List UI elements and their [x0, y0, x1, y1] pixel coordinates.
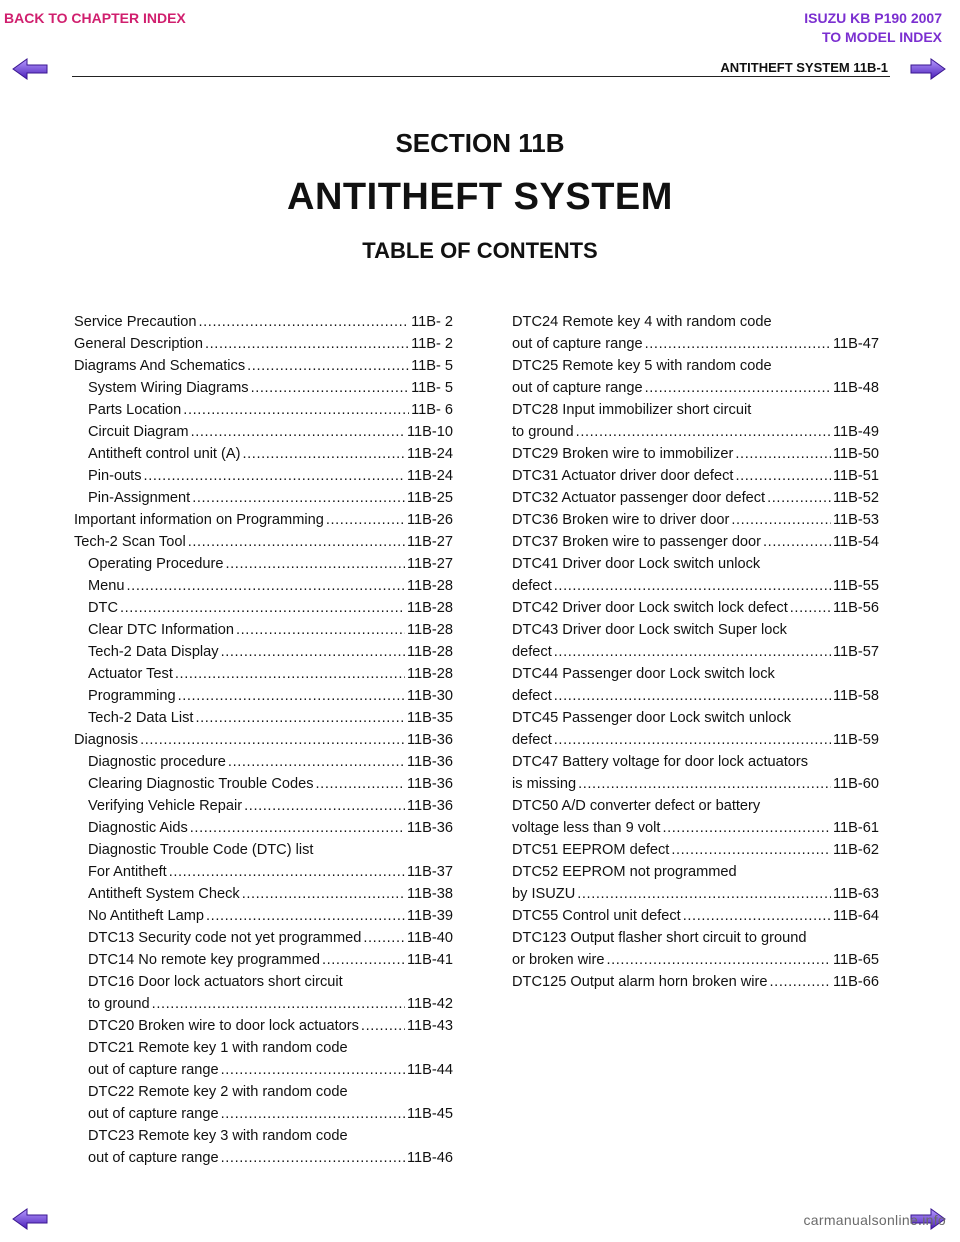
toc-entry-label: Antitheft System Check [88, 886, 240, 902]
arrow-left-icon[interactable] [12, 1208, 48, 1230]
toc-leader-dots [169, 861, 405, 883]
toc-entry-label: Circuit Diagram [88, 424, 189, 440]
toc-entry[interactable] [74, 795, 453, 817]
toc-entry[interactable] [74, 927, 453, 949]
toc-entry-label: or broken wire [512, 952, 605, 968]
toc-entry[interactable] [74, 971, 453, 993]
toc-entry-label: DTC16 Door lock actuators short circuit [88, 974, 343, 990]
toc-entry-label: DTC28 Input immobilizer short circuit [512, 402, 752, 418]
toc-entry[interactable] [512, 377, 879, 399]
toc-leader-dots [790, 597, 831, 619]
toc-leader-dots [251, 377, 410, 399]
toc-entry[interactable] [512, 685, 879, 707]
toc-entry[interactable] [512, 927, 879, 949]
toc-entry-page: 11B-36 [407, 798, 453, 814]
toc-entry[interactable] [74, 773, 453, 795]
toc-entry[interactable] [512, 531, 879, 553]
toc-entry-page: 11B-47 [833, 336, 879, 352]
toc-entry-label: DTC32 Actuator passenger door defect [512, 490, 766, 506]
toc-entry-label: Operating Procedure [88, 556, 224, 572]
toc-leader-dots [192, 487, 405, 509]
toc-entry[interactable] [74, 553, 453, 575]
toc-entry-page: 11B-28 [407, 622, 453, 638]
toc-entry[interactable] [74, 333, 453, 355]
system-title: ANTITHEFT SYSTEM [287, 176, 673, 218]
toc-entry-label: Service Precaution [74, 314, 197, 330]
toc-entry-label: is missing [512, 776, 577, 792]
toc-entry-label: Diagnostic Trouble Code (DTC) list [88, 842, 314, 858]
toc-entry-page: 11B-43 [407, 1018, 453, 1034]
toc-entry-label: System Wiring Diagrams [88, 380, 249, 396]
toc-leader-dots [606, 949, 831, 971]
toc-entry[interactable] [74, 707, 453, 729]
toc-entry-label: voltage less than 9 volt [512, 820, 661, 836]
toc-leader-dots [188, 531, 405, 553]
toc-entry[interactable] [74, 663, 453, 685]
toc-right-column [512, 311, 879, 993]
toc-entry-page: 11B- 2 [411, 314, 453, 330]
toc-entry-page: 11B-58 [833, 688, 879, 704]
toc-entry[interactable] [512, 817, 879, 839]
toc-entry[interactable] [74, 905, 453, 927]
toc-entry[interactable] [74, 861, 453, 883]
toc-entry-page: 11B-28 [407, 644, 453, 660]
toc-entry[interactable] [74, 883, 453, 905]
model-title: ISUZU KB P190 2007 [804, 10, 942, 26]
toc-leader-dots [191, 421, 405, 443]
toc-entry[interactable] [74, 509, 453, 531]
toc-entry[interactable] [74, 1015, 453, 1037]
toc-entry-label: DTC13 Security code not yet programmed [88, 930, 362, 946]
toc-entry[interactable] [74, 1081, 453, 1103]
toc-entry[interactable] [512, 487, 879, 509]
toc-entry[interactable] [512, 443, 879, 465]
toc-entry[interactable] [512, 795, 879, 817]
toc-leader-dots [195, 707, 405, 729]
toc-leader-dots [175, 663, 405, 685]
toc-entry-label: Parts Location [88, 402, 182, 418]
toc-entry[interactable] [74, 1125, 453, 1147]
toc-entry-label: DTC36 Broken wire to driver door [512, 512, 730, 528]
toc-entry-label: Clearing Diagnostic Trouble Codes [88, 776, 314, 792]
toc-entry-label: by ISUZU [512, 886, 576, 902]
toc-leader-dots [326, 509, 405, 531]
toc-leader-dots [645, 333, 831, 355]
toc-entry-page: 11B-36 [407, 754, 453, 770]
toc-entry[interactable] [512, 729, 879, 751]
toc-leader-dots [770, 971, 832, 993]
toc-entry-label: DTC55 Control unit defect [512, 908, 681, 924]
toc-entry-label: out of capture range [512, 380, 643, 396]
toc-entry-label: out of capture range [88, 1150, 219, 1166]
toc-entry[interactable] [512, 355, 879, 377]
running-head: ANTITHEFT SYSTEM 11B-1 [720, 60, 888, 75]
toc-entry-page: 11B-48 [833, 380, 879, 396]
toc-left-column [74, 311, 453, 1169]
toc-entry-page: 11B-36 [407, 820, 453, 836]
toc-entry-label: Tech-2 Scan Tool [74, 534, 186, 550]
toc-entry-label: General Description [74, 336, 203, 352]
toc-entry[interactable] [512, 839, 879, 861]
toc-entry-label: DTC41 Driver door Lock switch unlock [512, 556, 761, 572]
toc-leader-dots [576, 421, 831, 443]
toc-leader-dots [244, 795, 405, 817]
toc-entry[interactable] [512, 311, 879, 333]
toc-entry[interactable] [512, 751, 879, 773]
toc-entry-label: Clear DTC Information [88, 622, 234, 638]
toc-entry-label: DTC29 Broken wire to immobilizer [512, 446, 734, 462]
toc-entry-label: DTC22 Remote key 2 with random code [88, 1084, 348, 1100]
toc-entry[interactable] [74, 817, 453, 839]
toc-entry-label: For Antitheft [88, 864, 167, 880]
toc-entry-label: DTC51 EEPROM defect [512, 842, 670, 858]
toc-entry-label: Diagnostic Aids [88, 820, 188, 836]
toc-leader-dots [199, 311, 410, 333]
toc-leader-dots [140, 729, 405, 751]
to-model-index-link[interactable]: TO MODEL INDEX [821, 29, 942, 45]
toc-entry-page: 11B-36 [407, 732, 453, 748]
toc-entry-page: 11B-40 [407, 930, 453, 946]
toc-entry-label: Pin-outs [88, 468, 142, 484]
toc-entry[interactable] [512, 333, 879, 355]
toc-entry[interactable] [74, 1147, 453, 1169]
toc-entry[interactable] [512, 553, 879, 575]
toc-entry-label: DTC52 EEPROM not programmed [512, 864, 737, 880]
toc-entry-label: Tech-2 Data List [88, 710, 194, 726]
toc-entry[interactable] [74, 1037, 453, 1059]
toc-leader-dots [225, 553, 405, 575]
toc-entry-label: Important information on Programming [74, 512, 324, 528]
toc-entry-page: 11B-28 [407, 600, 453, 616]
arrow-left-icon[interactable] [12, 58, 48, 80]
toc-entry-page: 11B-27 [407, 534, 453, 550]
toc-entry-label: Actuator Test [88, 666, 173, 682]
toc-entry[interactable] [512, 905, 879, 927]
toc-entry-page: 11B-38 [407, 886, 453, 902]
section-title: SECTION 11B [395, 128, 565, 158]
toc-entry-label: to ground [512, 424, 574, 440]
toc-leader-dots [205, 333, 409, 355]
toc-entry[interactable] [74, 729, 453, 751]
toc-leader-dots [767, 487, 831, 509]
toc-entry-label: to ground [88, 996, 150, 1012]
toc-entry[interactable] [512, 949, 879, 971]
header-rule [72, 76, 890, 77]
toc-leader-dots [683, 905, 831, 927]
toc-entry-page: 11B-64 [833, 908, 879, 924]
toc-leader-dots [243, 443, 406, 465]
toc-entry-label: DTC50 A/D converter defect or battery [512, 798, 761, 814]
toc-entry-label: Verifying Vehicle Repair [88, 798, 243, 814]
toc-leader-dots [152, 993, 405, 1015]
toc-entry[interactable] [74, 465, 453, 487]
toc-entry-label: Antitheft control unit (A) [88, 446, 241, 462]
toc-entry[interactable] [512, 421, 879, 443]
toc-entry-page: 11B-52 [833, 490, 879, 506]
toc-entry[interactable] [74, 575, 453, 597]
toc-entry-label: DTC31 Actuator driver door defect [512, 468, 734, 484]
toc-entry[interactable] [512, 707, 879, 729]
toc-entry[interactable] [74, 597, 453, 619]
toc-entry-label: DTC21 Remote key 1 with random code [88, 1040, 348, 1056]
toc-entry-page: 11B- 6 [411, 402, 453, 418]
toc-leader-dots [221, 1103, 405, 1125]
toc-entry[interactable] [74, 641, 453, 663]
toc-leader-dots [144, 465, 405, 487]
toc-entry[interactable] [74, 1103, 453, 1125]
toc-leader-dots [554, 641, 831, 663]
toc-entry[interactable] [74, 311, 453, 333]
toc-entry-label: out of capture range [512, 336, 643, 352]
toc-entry-label: Programming [88, 688, 176, 704]
toc-entry-page: 11B-46 [407, 1150, 453, 1166]
toc-entry[interactable] [74, 619, 453, 641]
toc-entry-label: DTC23 Remote key 3 with random code [88, 1128, 348, 1144]
toc-entry-page: 11B- 2 [411, 336, 453, 352]
toc-entry-label: Menu [88, 578, 125, 594]
toc-entry-page: 11B-61 [833, 820, 879, 836]
toc-entry-label: defect [512, 732, 552, 748]
toc-entry-label: out of capture range [88, 1062, 219, 1078]
toc-entry[interactable] [512, 971, 879, 993]
toc-entry[interactable] [74, 685, 453, 707]
toc-entry-label: DTC24 Remote key 4 with random code [512, 314, 772, 330]
toc-entry[interactable] [74, 377, 453, 399]
toc-entry-page: 11B-51 [833, 468, 879, 484]
toc-leader-dots [190, 817, 405, 839]
toc-entry-label: DTC14 No remote key programmed [88, 952, 320, 968]
toc-entry-page: 11B-35 [407, 710, 453, 726]
toc-entry-page: 11B-57 [833, 644, 879, 660]
toc-leader-dots [127, 575, 406, 597]
toc-entry[interactable] [74, 751, 453, 773]
toc-entry-label: DTC44 Passenger door Lock switch lock [512, 666, 775, 682]
toc-leader-dots [671, 839, 831, 861]
toc-entry-label: defect [512, 688, 552, 704]
toc-entry-label: DTC123 Output flasher short circuit to ground [512, 930, 807, 946]
watermark: carmanualsonline.info [803, 1212, 946, 1228]
toc-entry-page: 11B-55 [833, 578, 879, 594]
toc-leader-dots [645, 377, 831, 399]
toc-entry[interactable] [74, 421, 453, 443]
toc-entry-label: Tech-2 Data Display [88, 644, 219, 660]
toc-entry-page: 11B-25 [407, 490, 453, 506]
toc-leader-dots [662, 817, 831, 839]
toc-leader-dots [361, 1015, 405, 1037]
toc-leader-dots [577, 883, 831, 905]
toc-leader-dots [735, 465, 831, 487]
toc-entry-page: 11B-28 [407, 666, 453, 682]
toc-leader-dots [221, 641, 405, 663]
toc-entry-page: 11B-26 [407, 512, 453, 528]
toc-entry-page: 11B-36 [407, 776, 453, 792]
toc-entry-page: 11B-44 [407, 1062, 453, 1078]
toc-entry-label: DTC47 Battery voltage for door lock actuators [512, 754, 809, 770]
toc-entry[interactable] [512, 619, 879, 641]
toc-entry-page: 11B-10 [407, 424, 453, 440]
toc-entry[interactable] [512, 883, 879, 905]
toc-entry-page: 11B-37 [407, 864, 453, 880]
toc-leader-dots [554, 575, 831, 597]
toc-entry-label: DTC45 Passenger door Lock switch unlock [512, 710, 792, 726]
toc-entry-page: 11B- 5 [411, 358, 453, 374]
toc-entry-page: 11B-24 [407, 468, 453, 484]
toc-leader-dots [763, 531, 831, 553]
toc-leader-dots [731, 509, 831, 531]
arrow-right-icon[interactable] [910, 58, 946, 80]
toc-entry[interactable] [512, 575, 879, 597]
toc-entry-label: DTC20 Broken wire to door lock actuators [88, 1018, 359, 1034]
toc-entry[interactable] [512, 861, 879, 883]
toc-entry-label: out of capture range [88, 1106, 219, 1122]
toc-entry[interactable] [74, 531, 453, 553]
toc-leader-dots [247, 355, 409, 377]
toc-leader-dots [363, 927, 405, 949]
toc-leader-dots [178, 685, 405, 707]
toc-entry[interactable] [74, 399, 453, 421]
toc-leader-dots [206, 905, 405, 927]
toc-entry[interactable] [512, 399, 879, 421]
toc-entry-page: 11B-63 [833, 886, 879, 902]
toc-entry[interactable] [74, 1059, 453, 1081]
toc-entry-label: Diagnosis [74, 732, 139, 748]
toc-leader-dots [554, 729, 831, 751]
toc-entry-label: Pin-Assignment [88, 490, 191, 506]
toc-entry-page: 11B-42 [407, 996, 453, 1012]
toc-leader-dots [183, 399, 409, 421]
toc-leader-dots [120, 597, 405, 619]
toc-entry[interactable] [74, 949, 453, 971]
toc-title: TABLE OF CONTENTS [362, 238, 598, 263]
toc-entry-page: 11B-56 [833, 600, 879, 616]
toc-entry-label: No Antitheft Lamp [88, 908, 205, 924]
toc-entry-label: DTC125 Output alarm horn broken wire [512, 974, 768, 990]
toc-entry-label: DTC25 Remote key 5 with random code [512, 358, 772, 374]
toc-entry-label: defect [512, 578, 552, 594]
toc-entry-page: 11B-50 [833, 446, 879, 462]
toc-entry-label: Diagrams And Schematics [74, 358, 246, 374]
toc-entry[interactable] [74, 487, 453, 509]
toc-entry-page: 11B-30 [407, 688, 453, 704]
toc-entry-label: DTC43 Driver door Lock switch Super lock [512, 622, 787, 638]
toc-entry-page: 11B-59 [833, 732, 879, 748]
toc-entry[interactable] [74, 443, 453, 465]
toc-entry-label: DTC37 Broken wire to passenger door [512, 534, 762, 550]
toc-entry-page: 11B-66 [833, 974, 879, 990]
toc-entry[interactable] [512, 597, 879, 619]
toc-leader-dots [578, 773, 831, 795]
toc-entry[interactable] [512, 509, 879, 531]
toc-entry-label: Diagnostic procedure [88, 754, 226, 770]
toc-entry[interactable] [74, 839, 453, 861]
toc-entry-page: 11B-60 [833, 776, 879, 792]
toc-entry-label: DTC [88, 600, 118, 616]
toc-entry-page: 11B-45 [407, 1106, 453, 1122]
toc-leader-dots [322, 949, 405, 971]
toc-entry-page: 11B-39 [407, 908, 453, 924]
toc-leader-dots [242, 883, 405, 905]
toc-entry[interactable] [512, 663, 879, 685]
toc-entry-page: 11B-24 [407, 446, 453, 462]
toc-entry-label: DTC42 Driver door Lock switch lock defect [512, 600, 788, 616]
toc-entry-page: 11B-54 [833, 534, 879, 550]
toc-entry[interactable] [512, 465, 879, 487]
toc-entry-page: 11B-41 [407, 952, 453, 968]
toc-entry-page: 11B-53 [833, 512, 879, 528]
toc-entry[interactable] [74, 993, 453, 1015]
toc-leader-dots [221, 1147, 405, 1169]
toc-entry-page: 11B-62 [833, 842, 879, 858]
toc-entry-page: 11B-27 [407, 556, 453, 572]
toc-leader-dots [735, 443, 831, 465]
toc-entry-page: 11B-65 [833, 952, 879, 968]
toc-entry-page: 11B-49 [833, 424, 879, 440]
toc-entry-label: defect [512, 644, 552, 660]
toc-leader-dots [316, 773, 406, 795]
back-to-chapter-index-link[interactable]: BACK TO CHAPTER INDEX [4, 10, 186, 26]
toc-leader-dots [236, 619, 405, 641]
toc-leader-dots [228, 751, 405, 773]
toc-entry[interactable] [512, 641, 879, 663]
toc-entry[interactable] [512, 773, 879, 795]
toc-entry-page: 11B- 5 [411, 380, 453, 396]
toc-leader-dots [221, 1059, 405, 1081]
toc-entry-page: 11B-28 [407, 578, 453, 594]
toc-entry[interactable] [74, 355, 453, 377]
toc-leader-dots [554, 685, 831, 707]
